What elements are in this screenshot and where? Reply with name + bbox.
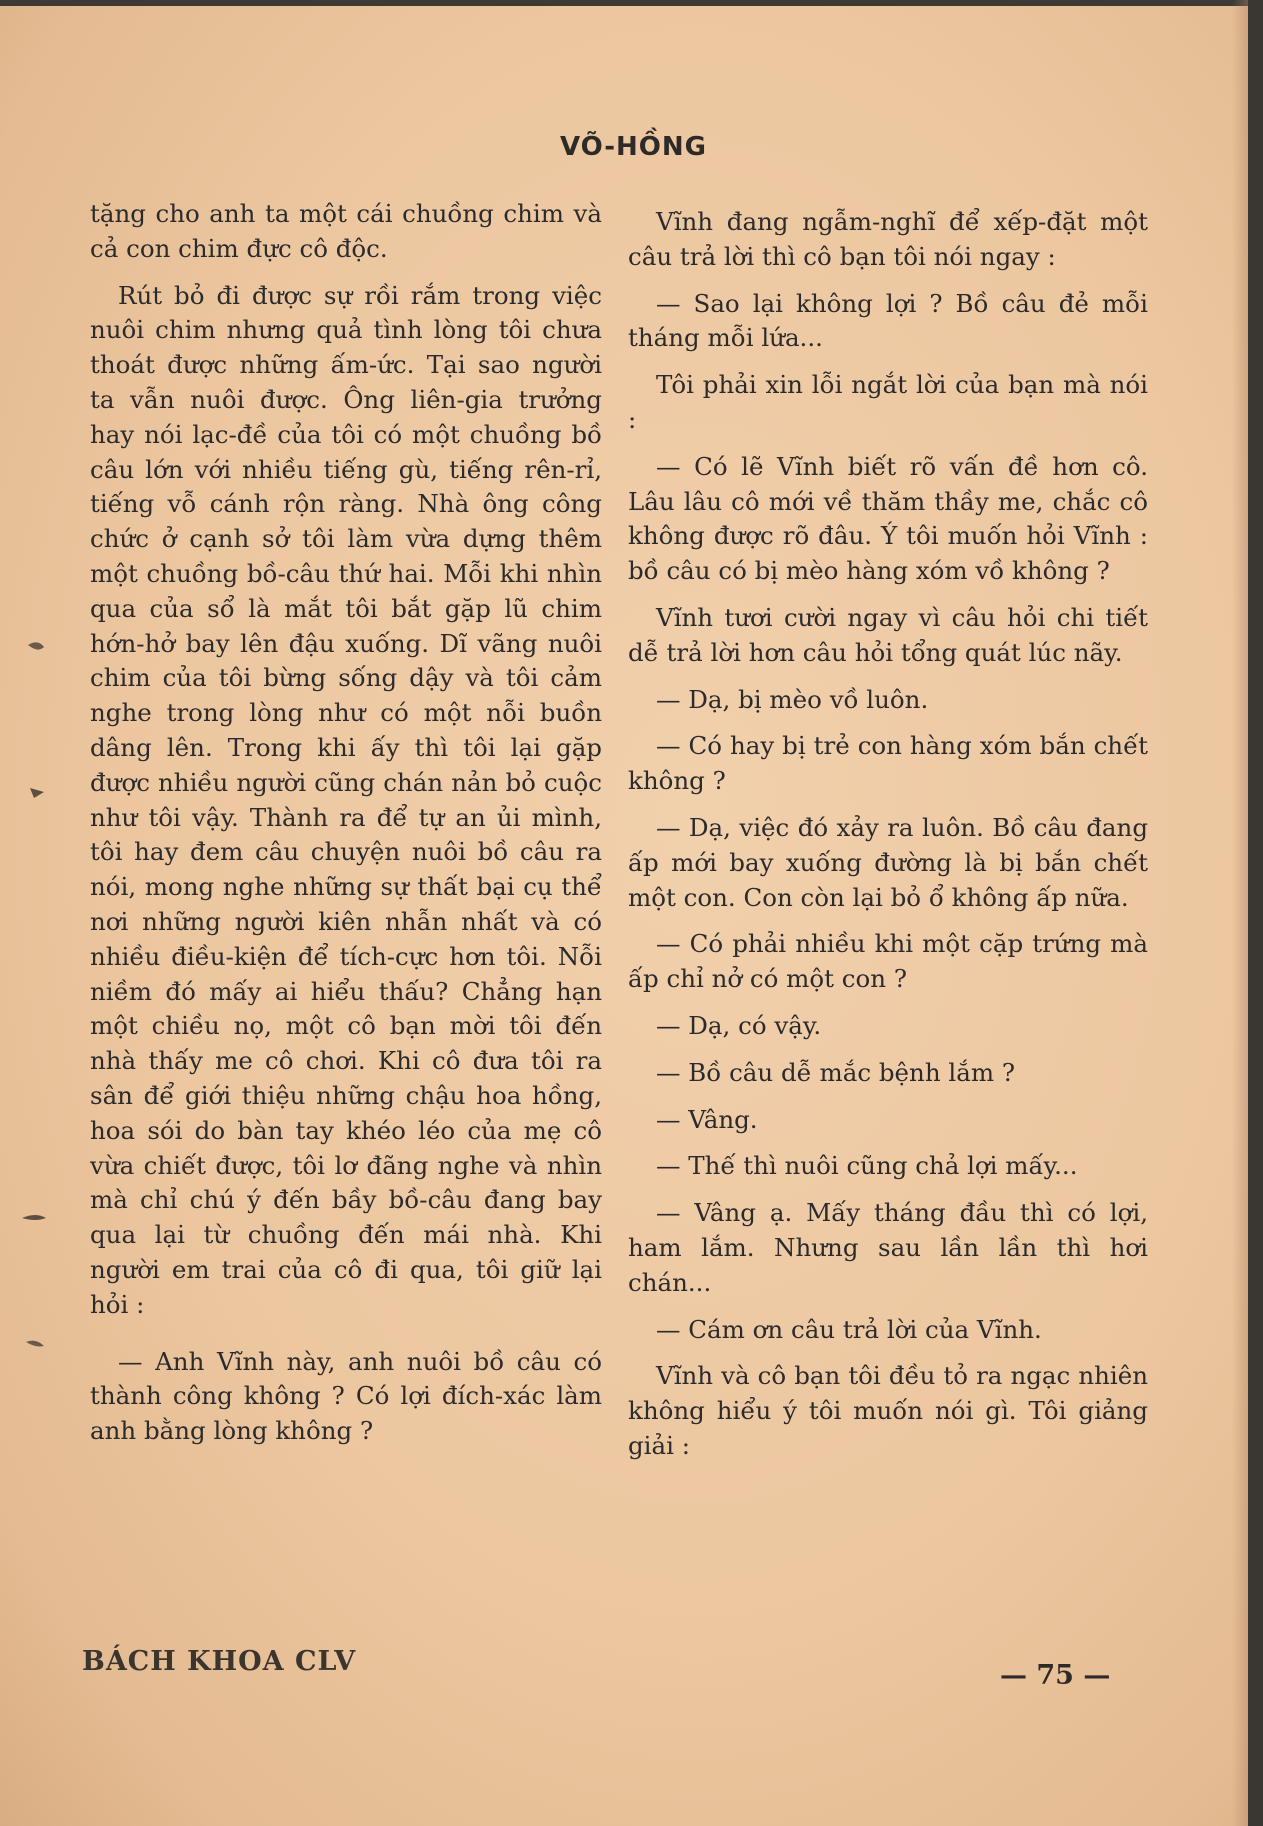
paragraph: — Dạ, có vậy. bbox=[656, 1010, 822, 1040]
paragraph: — Có phải nhiều khi một cặp trứng mà ấp chỉ nở có một con ? bbox=[628, 929, 1148, 994]
running-head: VÕ-HỒNG bbox=[560, 132, 708, 162]
paragraph: — Vâng. bbox=[656, 1104, 758, 1134]
paragraph: — Dạ, việc đó xảy ra luôn. Bồ câu đang ấp mới bay xuống đường là bị bắn chết một con. Con còn lại bỏ ổ không ấp nữa. bbox=[628, 812, 1148, 912]
page-number: — 75 — bbox=[1000, 1660, 1111, 1691]
paragraph: — Có lẽ Vĩnh biết rõ vấn đề hơn cô. Lâu lâu cô mới về thăm thầy me, chắc cô không được rõ đâu. Ý tôi muốn hỏi Vĩnh : bồ câu có bị mèo hàng xóm vồ không ? bbox=[628, 451, 1148, 586]
paragraph: — Dạ, bị mèo vồ luôn. bbox=[656, 684, 929, 714]
paragraph: Vĩnh tươi cười ngay vì câu hỏi chi tiết dễ trả lời hơn câu hỏi tổng quát lúc nãy. bbox=[628, 602, 1148, 667]
paragraph: — Bồ câu dễ mắc bệnh lắm ? bbox=[656, 1057, 1015, 1087]
paragraph: Vĩnh và cô bạn tôi đều tỏ ra ngạc nhiên không hiểu ý tôi muốn nói gì. Tôi giảng giải : bbox=[628, 1361, 1148, 1460]
page-right-shadow bbox=[1232, 0, 1248, 1826]
paragraph: Rút bỏ đi được sự rồi rắm trong việc nuôi chim nhưng quả tình lòng tôi chưa thoát được những ấm-ức. Tại sao người ta vẫn nuôi được. Ông liên-gia trưởng hay nói lạc-đề của tôi có một chuồng bồ câu lớn với nhiều tiếng gù, tiếng rên-rỉ, tiếng vỗ cánh rộn ràng. Nhà ông công chức ở cạnh sở tôi làm vừa dựng thêm một chuồng bồ-câu thứ hai. Mỗi khi nhìn qua của sổ là mắt tôi bắt gặp lũ chim hớn-hở bay lên đậu xuống. Dĩ vãng nuôi chim của tôi bừng sống dậy và tôi cảm nghe trong lòng như có một nỗi buồn dâng lên. Trong khi ấy thì tôi lại gặp được nhiều người cũng chán nản bỏ cuộc như tôi vậy. Thành ra để tự an ủi mình, tôi hay đem câu chuyện nuôi bồ câu ra nói, mong nghe những sự thất bại cụ thể nơi những người kiên nhẫn nhất và có nhiều điều-kiện để tích-cực hơn tôi. Nỗi niềm đó mấy ai hiểu thấu? Chẳng hạn một chiều nọ, một cô bạn mời tôi đến nhà thấy me cô chơi. Khi cô đưa tôi ra sân để giới thiệu những chậu hoa hồng, hoa sói do bàn tay khéo léo của mẹ cô vừa chiết được, tôi lơ đãng nghe và nhìn mà chỉ chú ý đến bầy bồ-câu đang bay qua lại từ chuồng đến mái nhà. Khi người em trai của cô đi qua, tôi giữ lại hỏi : bbox=[90, 280, 602, 1319]
paragraph: — Vâng ạ. Mấy tháng đầu thì có lợi, ham lắm. Nhưng sau lần lần thì hơi chán... bbox=[628, 1198, 1148, 1297]
speck-mark bbox=[22, 1215, 46, 1220]
paragraph: — Có hay bị trẻ con hàng xóm bắn chết không ? bbox=[628, 731, 1148, 796]
publication-name: BÁCH KHOA CLV bbox=[82, 1646, 357, 1677]
page-right-edge bbox=[1248, 0, 1263, 1826]
speck-mark bbox=[30, 788, 44, 798]
paragraph: — Thế thì nuôi cũng chả lợi mấy... bbox=[656, 1151, 1078, 1181]
right-column bbox=[628, 205, 1148, 1476]
paragraph: Tôi phải xin lỗi ngắt lời của bạn mà nói : bbox=[628, 370, 1148, 434]
paragraph: — Sao lại không lợi ? Bồ câu đẻ mỗi tháng mỗi lứa... bbox=[628, 288, 1148, 353]
paragraph: Vĩnh đang ngẫm-nghĩ để xếp-đặt một câu trả lời thì cô bạn tôi nói ngay : bbox=[628, 207, 1148, 271]
paragraph: tặng cho anh ta một cái chuồng chim và cả con chim đực cô độc. bbox=[90, 199, 602, 263]
speck-mark bbox=[26, 1341, 44, 1347]
speck-mark bbox=[28, 642, 44, 649]
paragraph: — Cám ơn câu trả lời của Vĩnh. bbox=[656, 1314, 1042, 1344]
page-top-edge bbox=[0, 0, 1263, 6]
paragraph: — Anh Vĩnh này, anh nuôi bồ câu có thành công không ? Có lợi đích-xác làm anh bằng lòng không ? bbox=[90, 1346, 602, 1446]
left-column bbox=[90, 197, 602, 1461]
